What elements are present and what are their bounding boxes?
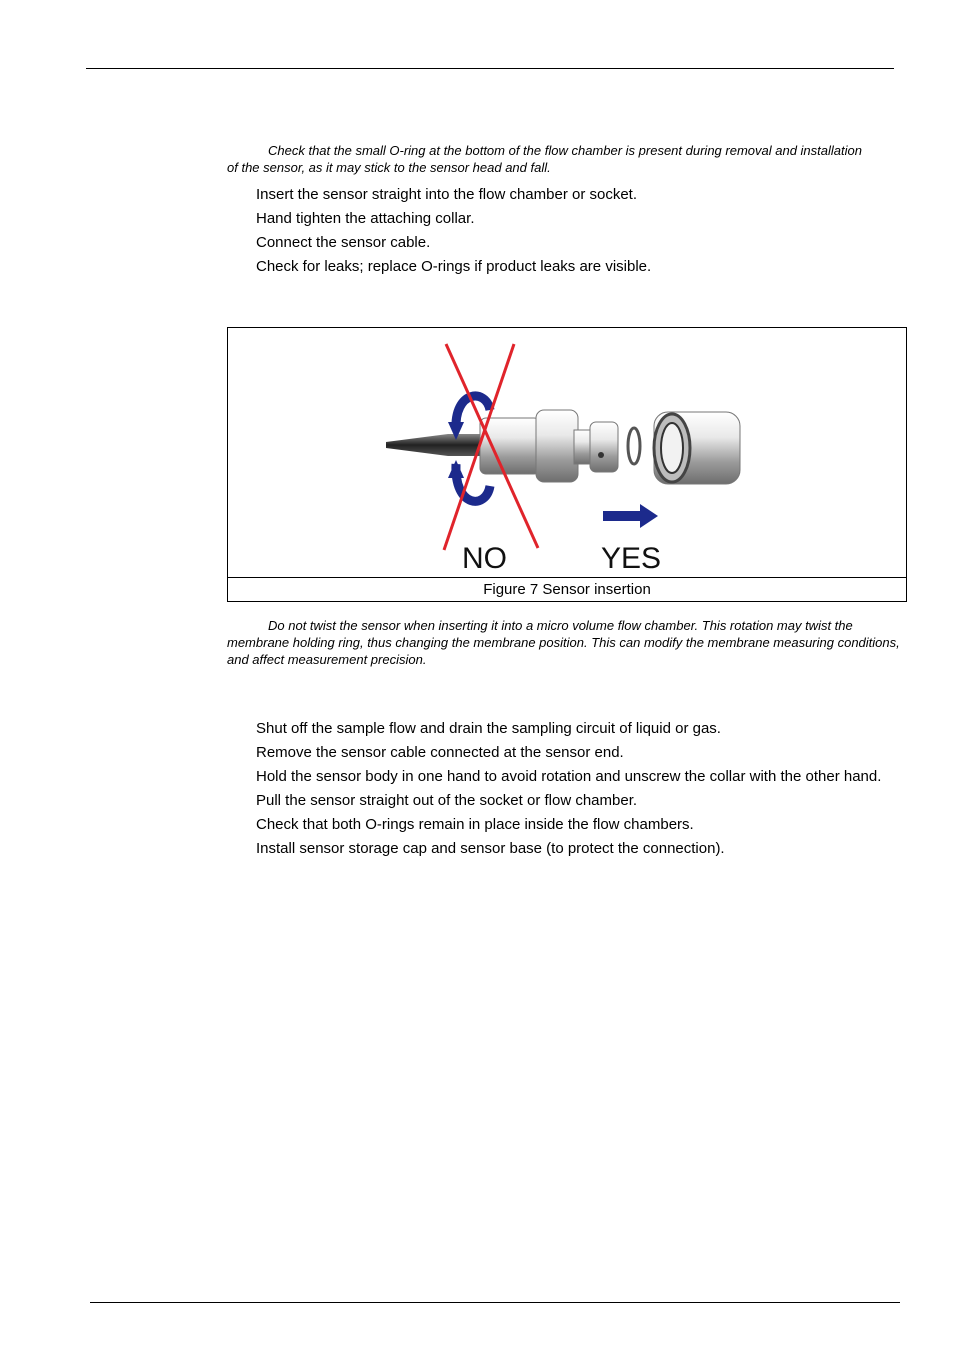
footer-rule (90, 1302, 900, 1303)
o-ring (628, 428, 640, 464)
sensor-tip (386, 434, 486, 456)
header-rule (86, 68, 894, 69)
label-no: NO (462, 542, 507, 573)
note-no-twist: Do not twist the sensor when inserting it into a micro volume flow chamber. This rotation may twist the membrane holding ring, thus changing the membrane position. This can modify the membrane measuring conditions, and affect measurement precision. (227, 618, 900, 667)
list-item: Check that both O-rings remain in place inside the flow chambers. (256, 816, 694, 833)
list-item: Shut off the sample flow and drain the sampling circuit of liquid or gas. (256, 720, 721, 737)
list-item: Connect the sensor cable. (256, 234, 431, 251)
list-item: Pull the sensor straight out of the socket or flow chamber. (256, 792, 638, 809)
figure-frame (227, 327, 907, 602)
figure-caption: Figure 7 Sensor insertion (483, 581, 651, 598)
sensor-neck (574, 430, 592, 464)
note-oring-check: Check that the small O-ring at the bottom of the flow chamber is present during removal and installation of the sensor, as it may stick to the sensor head and fall. (227, 143, 862, 175)
sensor-head (590, 422, 618, 472)
list-item: Hold the sensor body in one hand to avoid rotation and unscrew the collar with the other hand. (256, 768, 882, 785)
sensor-insertion-illustration (368, 338, 768, 573)
sensor-body (480, 418, 540, 474)
install-steps-list (256, 185, 896, 281)
figure-divider (228, 577, 906, 578)
list-item: Hand tighten the attaching collar. (256, 210, 475, 227)
list-item: Install sensor storage cap and sensor base (to protect the connection). (256, 840, 725, 857)
yes-arrow-icon (603, 504, 658, 528)
list-item: Insert the sensor straight into the flow chamber or socket. (256, 186, 638, 203)
removal-steps-list (256, 719, 896, 863)
sensor-collar (536, 410, 578, 482)
list-item: Check for leaks; replace O-rings if product leaks are visible. (256, 258, 652, 275)
label-yes: YES (601, 542, 662, 573)
list-item: Remove the sensor cable connected at the sensor end. (256, 744, 624, 761)
